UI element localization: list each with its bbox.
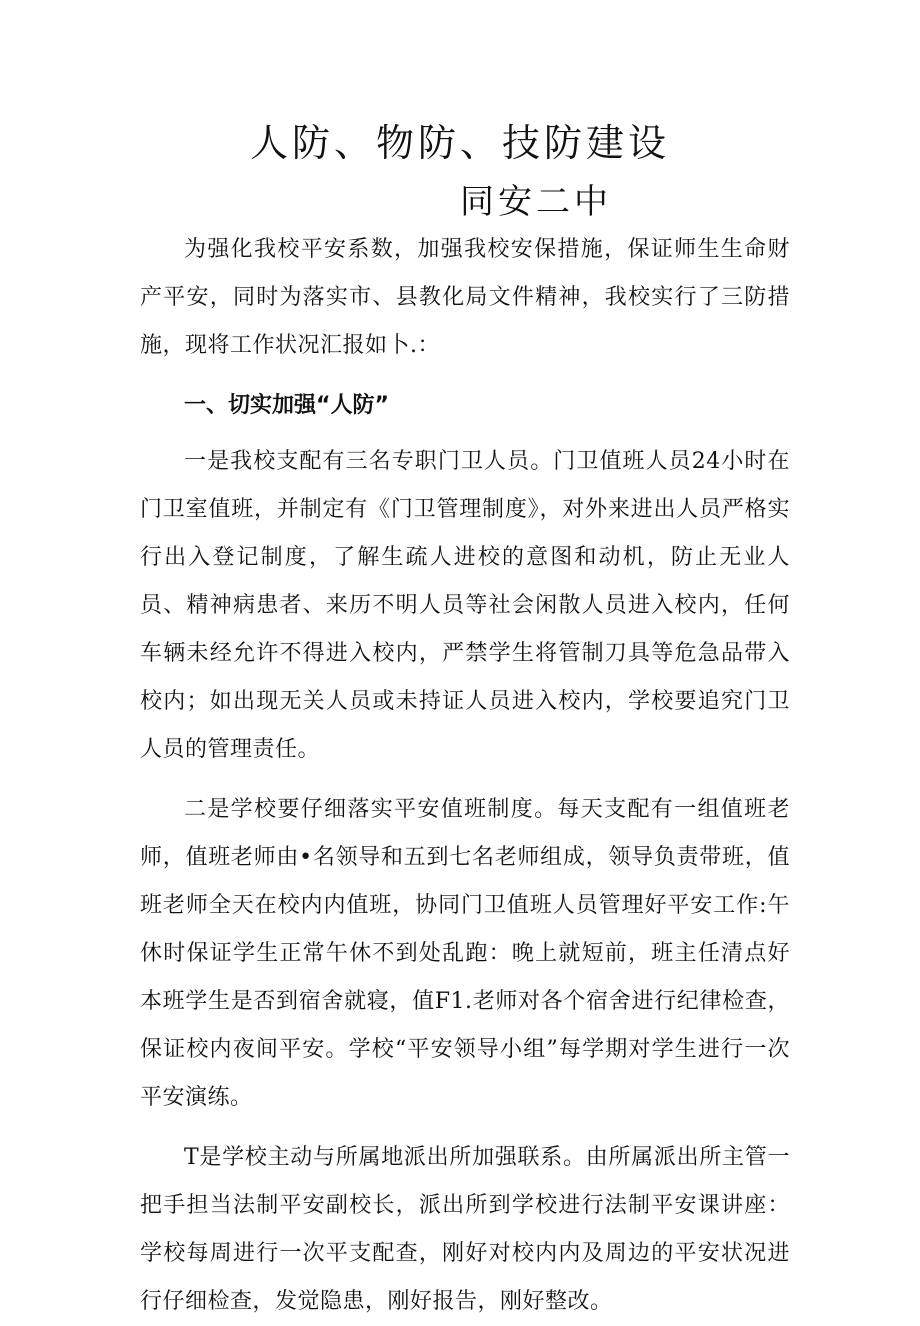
document-subtitle: 同安二中 (460, 182, 612, 222)
paragraph-1: 一是我校支配有三名专职门卫人员。门卫值班人员24小时在门卫室值班，并制定有《门卫管理制度》，对外来进出人员严格实行出入登记制度，了解生疏人进校的意图和动机，防止无业人员、精神病患者、来历不明人员等社会闲散人员进入校内，任何车辆未经允许不得进入校内，严禁学生将管制刀具等危急品带入校内；如出现无关人员或未持证人员进入校内，学校要追究门卫人员的管理责任。 (140, 449, 790, 762)
document-title: 人防、物防、技防建设 (249, 121, 670, 165)
paragraph-3: T是学校主动与所属地派出所加强联系。由所属派出所主管一把手担当法制平安副校长，派出所到学校进行法制平安课讲座：学校每周进行一次平支配查，刚好对校内内及周边的平安状况进行仔细检查，发觉隐患，刚好报告，刚好整改。 (140, 1145, 790, 1314)
paragraph-2: 二是学校要仔细落实平安值班制度。每天支配有一组值班老师，值班老师由•名领导和五到七名老师组成，领导负责带班，值班老师全天在校内内值班，协同门卫值班人员管理好平安工作:午休时保证学生正常午休不到处乱跑：晚上就短前，班主任清点好本班学生是否到宿舍就寝，值F1.老师对各个宿舍进行纪律检查，保证校内夜间平安。学校“平安领导小组”每学期对学生进行一次平安演练。 (140, 797, 790, 1110)
intro-paragraph: 为强化我校平安系数，加强我校安保措施，保证师生生命财产平安，同时为落实市、县教化局文件精神，我校实行了三防措施，现将工作状况汇报如卜.： (140, 237, 790, 358)
document-body (140, 226, 790, 1326)
section-heading-1: 一、切实加强“人防” (184, 393, 389, 418)
